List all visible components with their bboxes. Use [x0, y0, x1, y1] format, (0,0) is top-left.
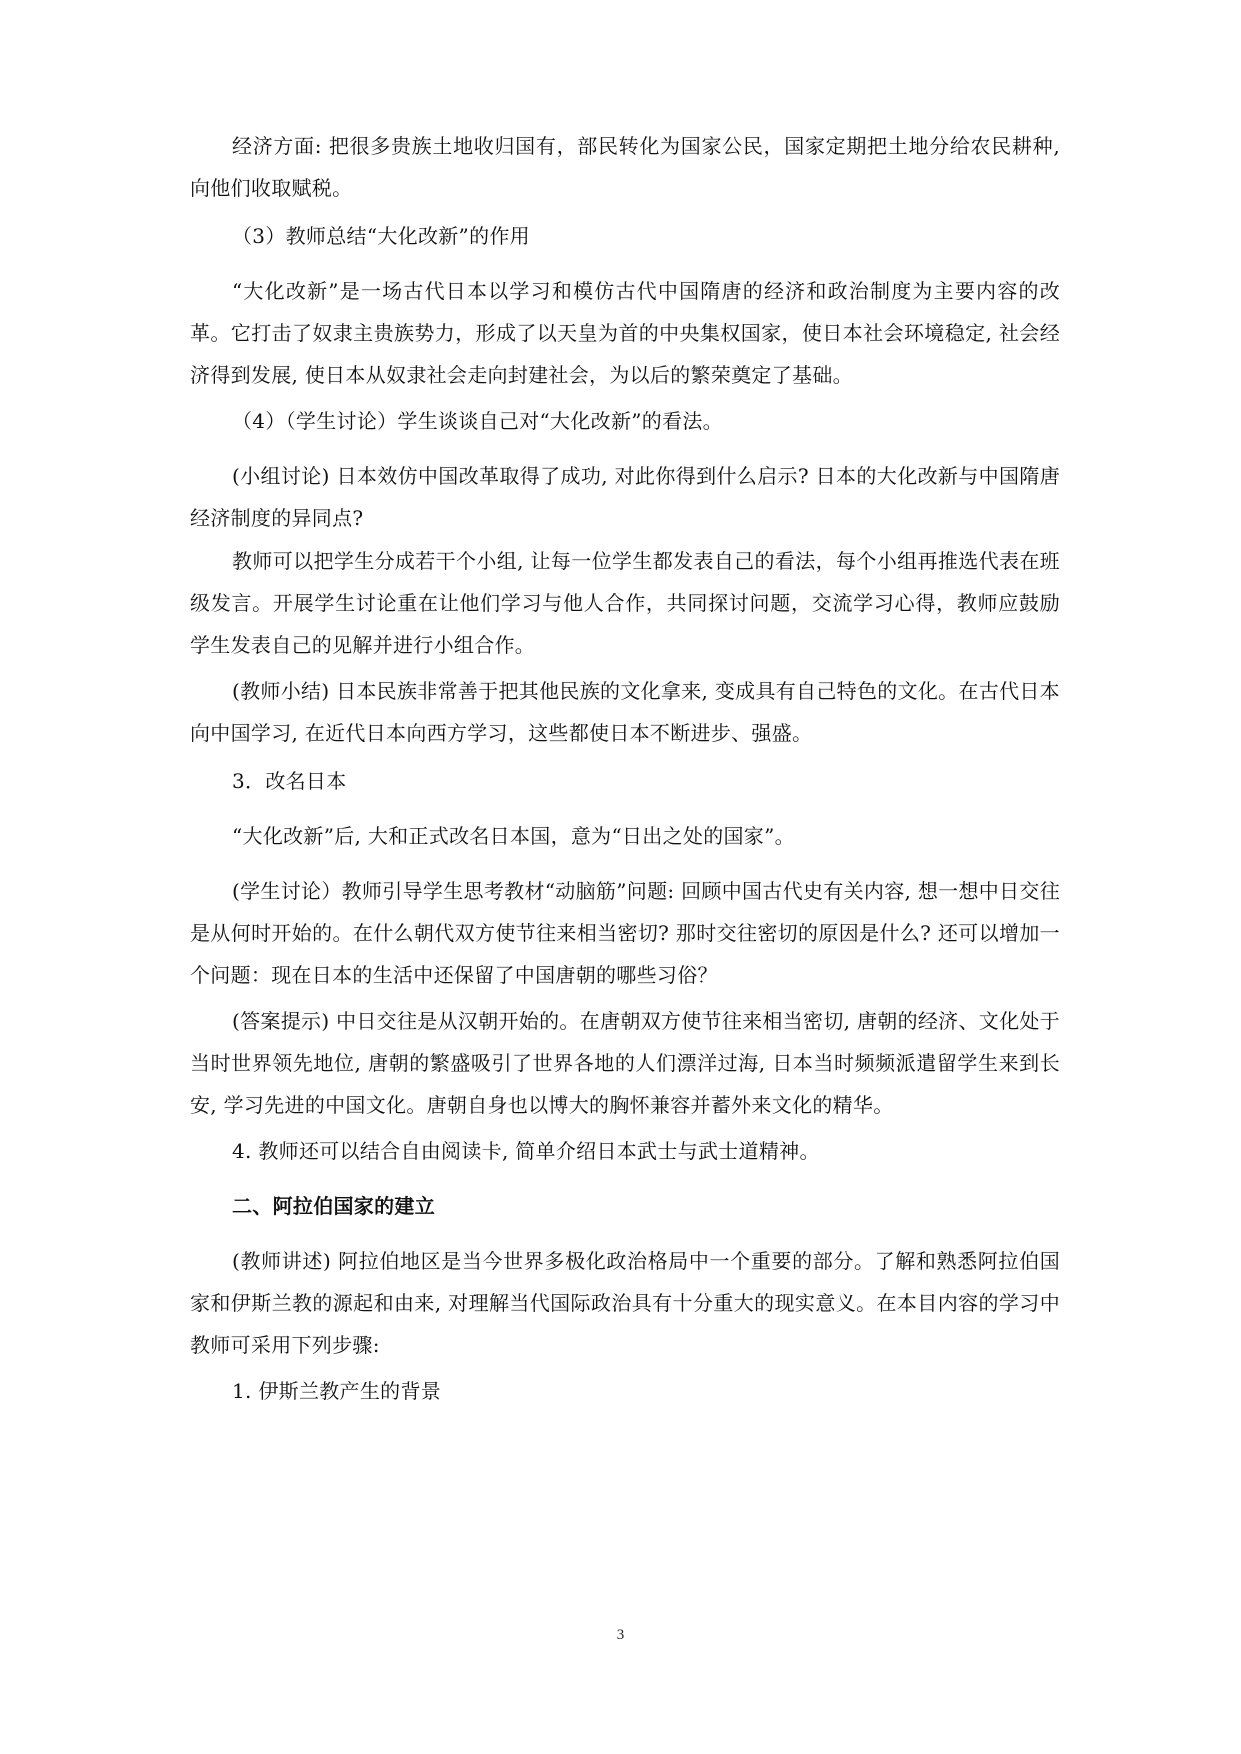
page-number: 3: [616, 1627, 625, 1643]
paragraph-summary-heading: （3）教师总结“大化改新”的作用: [232, 224, 530, 248]
paragraph-arab-intro: (教师讲述) 阿拉伯地区是当今世界多极化政治格局中一个重要的部分。了解和熟悉阿拉伯国家和伊斯兰教的源起和由来, 对理解当代国际政治具有十分重大的现实意义。在本目内容的学习中教师可采用下列步骤:: [190, 1249, 1060, 1357]
paragraph-student-discussion: （4）（学生讨论）学生谈谈自己对“大化改新”的看法。: [232, 409, 723, 433]
paragraph-brainstorm: (学生讨论）教师引导学生思考教材“动脑筋”问题: 回顾中国古代史有关内容, 想一想中日交往是从何时开始的。在什么朝代双方使节往来相当密切? 那时交往密切的原因是什么? 还可以增加一个问题：现在日本的生活中还保留了中国唐朝的哪些习俗？: [190, 879, 1060, 987]
paragraph-rename-japan: 3．改名日本: [232, 769, 347, 793]
paragraph-group-discussion: (小组讨论) 日本效仿中国改革取得了成功, 对此你得到什么启示? 日本的大化改新与中国隋唐经济制度的异同点?: [190, 464, 1060, 530]
paragraph-samurai: 4. 教师还可以结合自由阅读卡, 简单介绍日本武士与武士道精神。: [232, 1139, 820, 1163]
section-heading-arab-states: 二、阿拉伯国家的建立: [232, 1194, 435, 1218]
paragraph-nihon-meaning: “大化改新”后, 大和正式改名日本国，意为“日出之处的国家”。: [232, 824, 795, 848]
paragraph-economy: 经济方面: 把很多贵族土地收归国有，部民转化为国家公民，国家定期把土地分给农民耕种, 向他们收取赋税。: [190, 134, 1060, 200]
paragraph-taika-reform: “大化改新”是一场古代日本以学习和模仿古代中国隋唐的经济和政治制度为主要内容的改革。它打击了奴隶主贵族势力，形成了以天皇为首的中央集权国家，使日本社会环境稳定, 社会经济得到发展, 使日本从奴隶社会走向封建社会，为以后的繁荣奠定了基础。: [190, 279, 1060, 387]
paragraph-answer-hint: (答案提示) 中日交往是从汉朝开始的。在唐朝双方使节往来相当密切, 唐朝的经济、文化处于当时世界领先地位, 唐朝的繁盛吸引了世界各地的人们漂洋过海, 日本当时频频派遣留学生来到长安, 学习先进的中国文化。唐朝自身也以博大的胸怀兼容并蓄外来文化的精华。: [190, 1009, 1060, 1117]
paragraph-teacher-grouping: 教师可以把学生分成若干个小组, 让每一位学生都发表自己的看法，每个小组再推选代表在班级发言。开展学生讨论重在让他们学习与他人合作，共同探讨问题，交流学习心得，教师应鼓励学生发表自己的见解并进行小组合作。: [190, 549, 1060, 657]
paragraph-islam-background: 1. 伊斯兰教产生的背景: [232, 1379, 442, 1403]
paragraph-teacher-summary: (教师小结) 日本民族非常善于把其他民族的文化拿来, 变成具有自己特色的文化。在古代日本向中国学习, 在近代日本向西方学习，这些都使日本不断进步、强盛。: [190, 679, 1060, 745]
